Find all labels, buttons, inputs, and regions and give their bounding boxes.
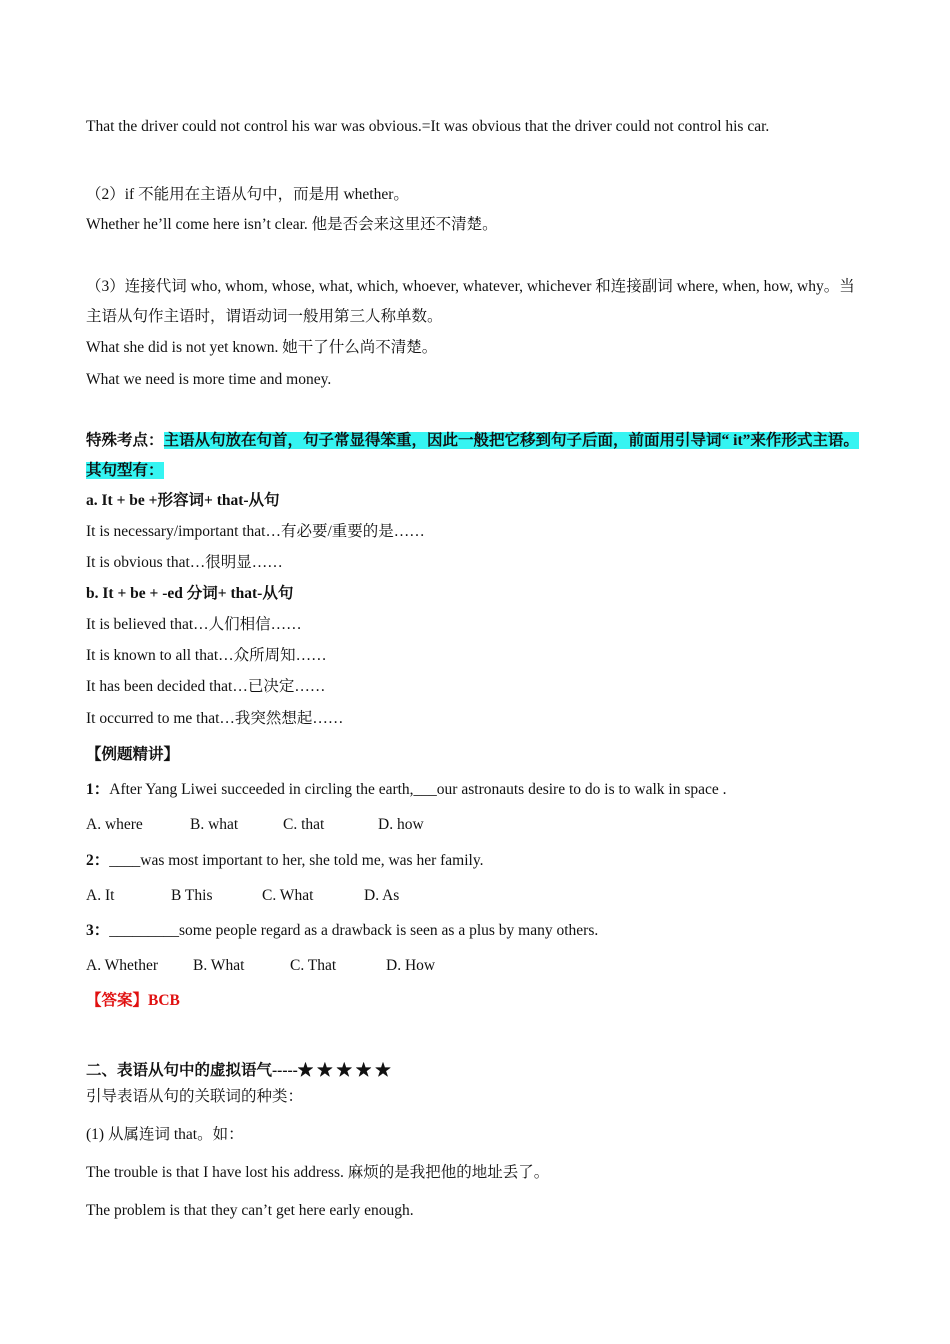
question-1	[86, 780, 727, 800]
section-2-example-2: The problem is that they can’t get here early enough.	[86, 1202, 414, 1219]
option: B This	[171, 887, 213, 904]
pattern-b-example-4: It occurred to me that…我突然想起……	[86, 710, 344, 727]
option: C. What	[262, 887, 314, 904]
paragraph-subject-clause-example: That the driver could not control his war was obvious.=It was obvious that the driver could not control his car.	[86, 118, 770, 135]
section-2-point-1: (1) 从属连词 that。如：	[86, 1126, 244, 1143]
option: A. Whether	[86, 957, 159, 974]
pattern-b-title: b. It + be + -ed 分词+ that-从句	[86, 585, 294, 602]
question-2-number: 2：	[86, 852, 110, 869]
option: D. how	[378, 816, 424, 833]
option: C. that	[283, 816, 325, 833]
question-3-number: 3：	[86, 922, 110, 939]
option: C. That	[290, 957, 337, 974]
paragraph-whether-example: Whether he’ll come here isn’t clear. 他是否会来这里还不清楚。	[86, 216, 498, 233]
question-2-options	[86, 886, 399, 906]
question-3-options	[86, 956, 435, 976]
question-3	[86, 921, 598, 941]
paragraph-rule-3: （3）连接代词 who, whom, whose, what, which, whoever, whatever, whichever 和连接副词 where, when, how, why。当主语从句作主语时，谓语动词一般用第三人称单数。	[86, 278, 855, 325]
question-1-options	[86, 815, 424, 835]
examples-heading: 【例题精讲】	[86, 746, 180, 763]
pattern-a-example-1: It is necessary/important that…有必要/重要的是……	[86, 523, 425, 540]
pattern-b-example-3: It has been decided that…已决定……	[86, 678, 326, 695]
option: A. It	[86, 887, 115, 904]
question-3-text: _________some people regard as a drawback is seen as a plus by many others.	[109, 922, 599, 939]
option: B. what	[190, 816, 239, 833]
answer-key: 【答案】BCB	[86, 992, 180, 1009]
question-2-text: ____was most important to her, she told me, was her family.	[109, 852, 484, 869]
question-1-text: After Yang Liwei succeeded in circling the earth,___our astronauts desire to do is to walk in space .	[109, 781, 727, 798]
option: B. What	[193, 957, 245, 974]
special-point	[86, 426, 866, 486]
question-1-number: 1：	[86, 781, 110, 798]
pattern-a-title: a. It + be +形容词+ that-从句	[86, 492, 280, 509]
special-point-highlight: 主语从句放在句首，句子常显得笨重，因此一般把它移到句子后面，前面用引导词“ it”来作形式主语。其句型有：	[86, 432, 859, 479]
question-2	[86, 851, 483, 871]
section-2-intro: 引导表语从句的关联词的种类：	[86, 1088, 304, 1105]
paragraph-what-example-2: What we need is more time and money.	[86, 371, 332, 388]
option: D. How	[386, 957, 436, 974]
option: A. where	[86, 816, 143, 833]
pattern-b-example-2: It is known to all that…众所周知……	[86, 647, 327, 664]
paragraph-what-example-1: What she did is not yet known. 她干了什么尚不清楚。	[86, 339, 438, 356]
pattern-a-example-2: It is obvious that…很明显……	[86, 554, 283, 571]
paragraph-rule-2: （2）if 不能用在主语从句中，而是用 whether。	[86, 186, 409, 203]
section-2-title: 二、表语从句中的虚拟语气-----★ ★ ★ ★ ★	[86, 1062, 391, 1079]
option: D. As	[364, 887, 400, 904]
pattern-b-example-1: It is believed that…人们相信……	[86, 616, 302, 633]
section-2-example-1: The trouble is that I have lost his address. 麻烦的是我把他的地址丢了。	[86, 1164, 550, 1181]
special-point-label: 特殊考点：	[86, 432, 164, 449]
